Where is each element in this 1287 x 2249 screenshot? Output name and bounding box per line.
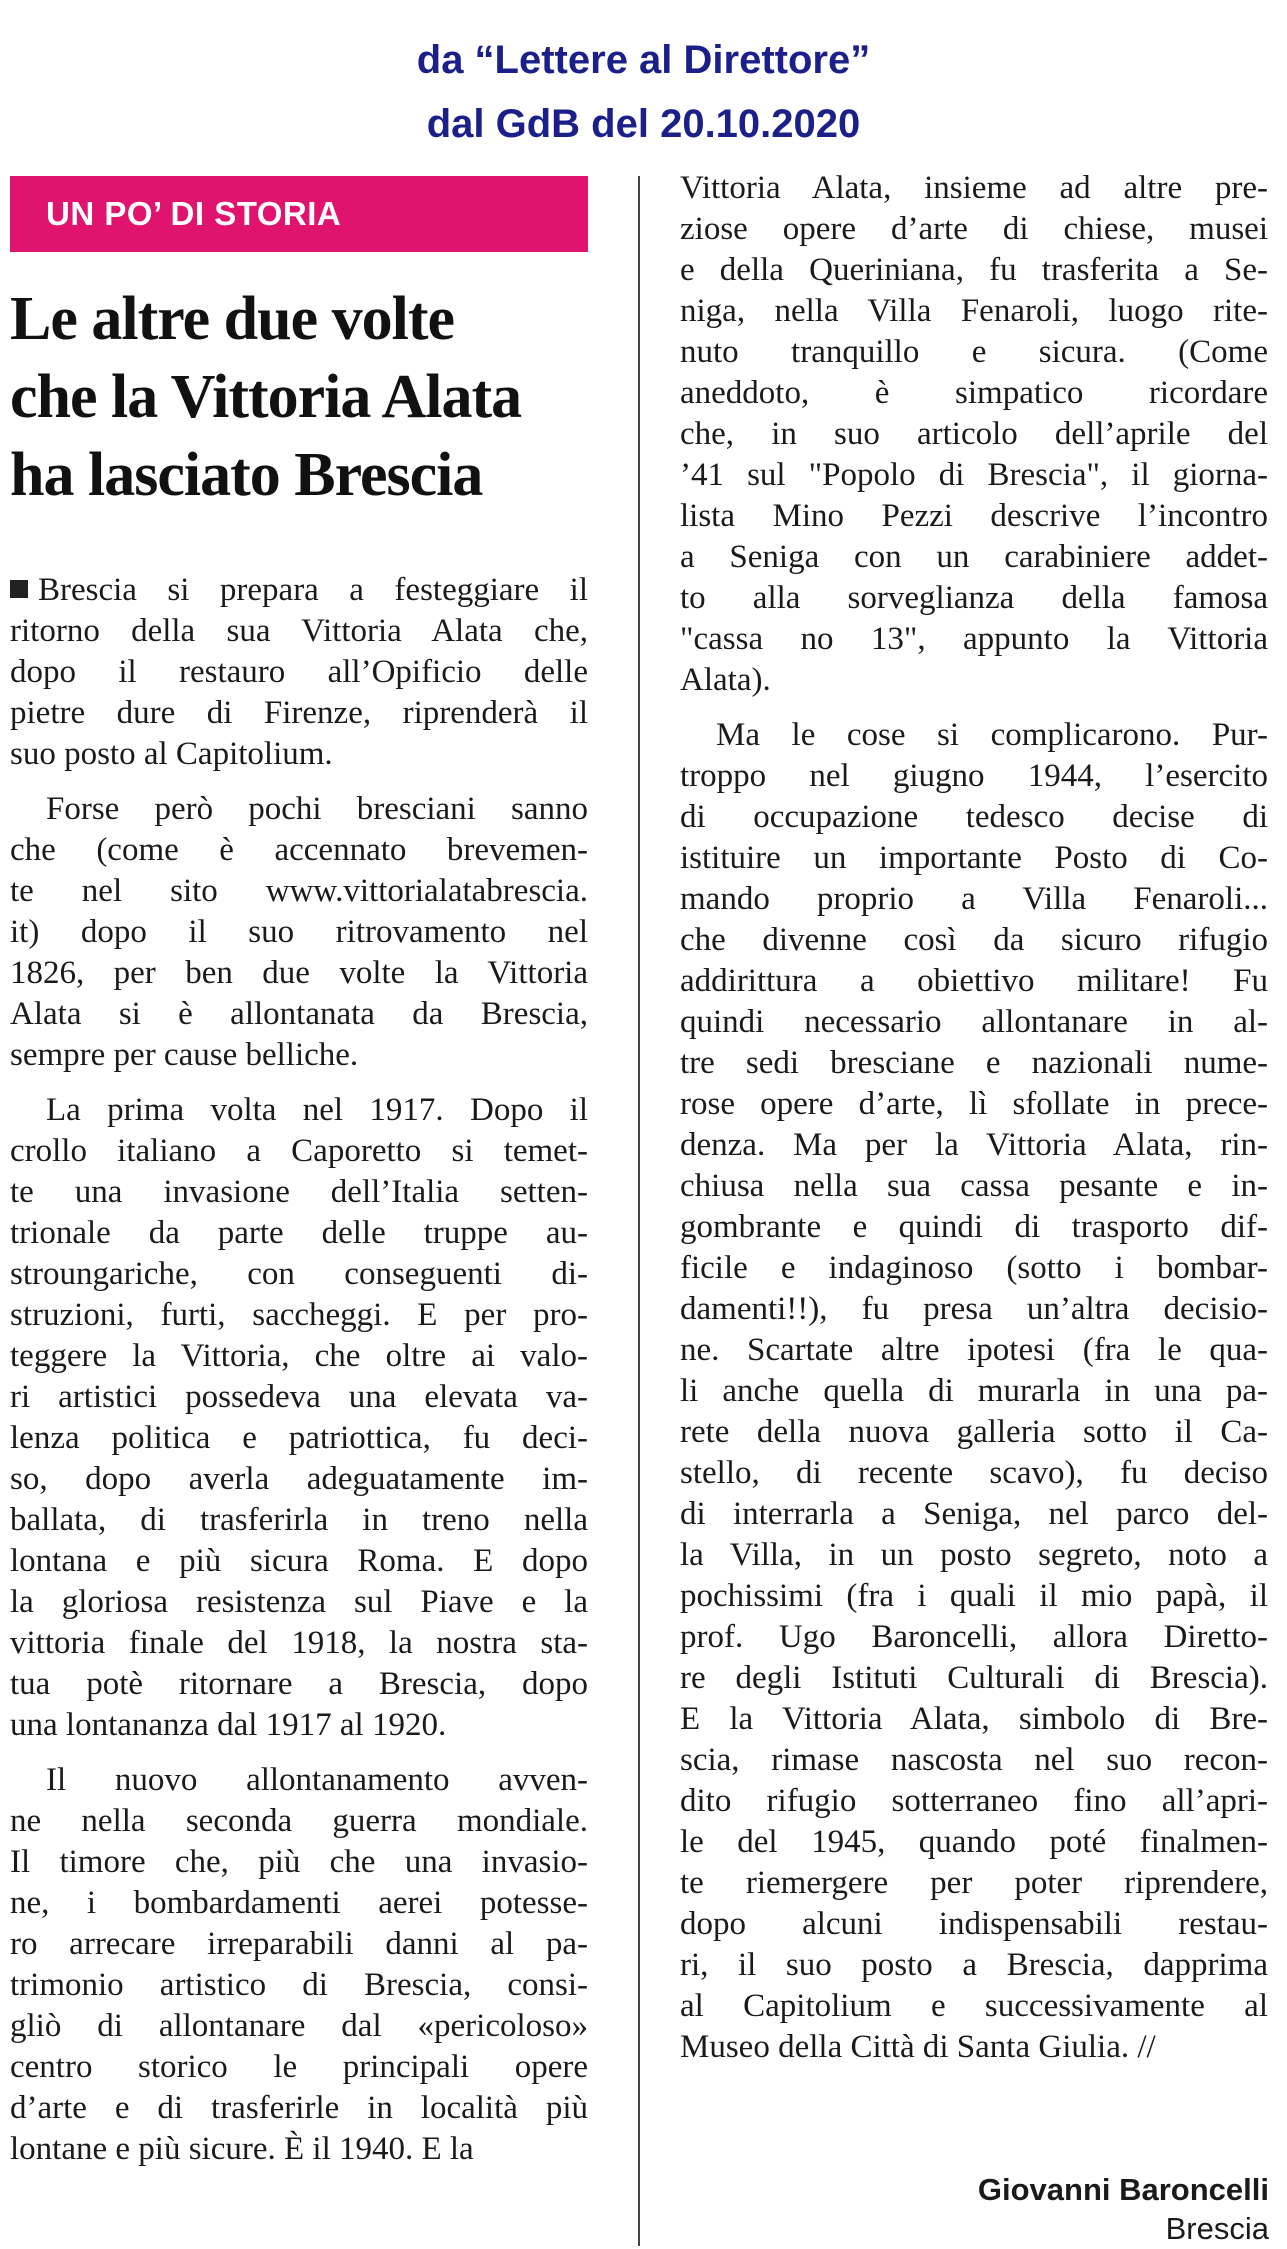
text-line: stroungariche, con conseguenti di-	[10, 1256, 588, 1292]
text-line: la gloriosa resistenza sul Piave e la	[10, 1584, 588, 1620]
text-line: E la Vittoria Alata, simbolo di Bre-	[680, 1701, 1268, 1737]
text-line: teggere la Vittoria, che oltre ai valo-	[10, 1338, 588, 1374]
text-line: dopo alcuni indispensabili restau-	[680, 1906, 1268, 1942]
text-line: "cassa no 13", appunto la Vittoria	[680, 621, 1268, 657]
text-line: lista Mino Pezzi descrive l’incontro	[680, 498, 1268, 534]
text-line: trimonio artistico di Brescia, consi-	[10, 1967, 588, 2003]
section-kicker	[10, 176, 588, 252]
text-line: che, in suo articolo dell’aprile del	[680, 416, 1268, 452]
text-line: te riemergere per poter riprendere,	[680, 1865, 1268, 1901]
headline-line: che la Vittoria Alata	[10, 363, 522, 431]
source-header	[0, 28, 1287, 156]
text-line: Museo della Città di Santa Giulia. //	[680, 2029, 1156, 2065]
column-divider	[638, 176, 640, 2246]
text-line: denza. Ma per la Vittoria Alata, rin-	[680, 1127, 1268, 1163]
text-line: nuto tranquillo e sicura. (Come	[680, 334, 1268, 370]
text-line: suo posto al Capitolium.	[10, 736, 333, 772]
text-line: Alata).	[680, 662, 771, 698]
text-line: so, dopo averla adeguatamente im-	[10, 1461, 588, 1497]
text-line: lontane e più sicure. È il 1940. E la	[10, 2131, 474, 2167]
text-line: addirittura a obiettivo militare! Fu	[680, 963, 1268, 999]
text-line: rete della nuova galleria sotto il Ca-	[680, 1414, 1268, 1450]
text-line: Il timore che, più che una invasio-	[10, 1844, 588, 1880]
paragraph-gap	[680, 701, 1268, 715]
paragraph-gap	[10, 1076, 588, 1090]
text-line: che divenne così da sicuro rifugio	[680, 922, 1268, 958]
headline-line: Le altre due volte	[10, 285, 455, 353]
source-line-2: dal GdB del 20.10.2020	[426, 102, 861, 146]
source-line-1: da “Lettere al Direttore”	[416, 38, 871, 82]
text-line: chiusa nella sua cassa pesante e in-	[680, 1168, 1268, 1204]
text-line: centro storico le principali opere	[10, 2049, 588, 2085]
text-line: aneddoto, è simpatico ricordare	[680, 375, 1268, 411]
text-line: crollo italiano a Caporetto si temet-	[10, 1133, 588, 1169]
text-line: sempre per cause belliche.	[10, 1037, 359, 1073]
text-line: Ma le cose si complicarono. Pur-	[716, 717, 1268, 753]
text-line	[10, 570, 588, 611]
text-line: te nel sito www.vittorialatabrescia.	[10, 873, 588, 909]
paragraph	[10, 1090, 588, 1746]
text-line: pochissimi (fra i quali il mio papà, il	[680, 1578, 1268, 1614]
text-line: tua potè ritornare a Brescia, dopo	[10, 1666, 588, 1702]
section-kicker-label: UN PO’ DI STORIA	[46, 195, 342, 232]
text-line: Il nuovo allontanamento avven-	[46, 1762, 588, 1798]
text-line: di occupazione tedesco decise di	[680, 799, 1268, 835]
paragraph	[680, 715, 1268, 2068]
text-line: ritorno della sua Vittoria Alata che,	[10, 613, 588, 649]
text-line: a Seniga con un carabiniere addet-	[680, 539, 1268, 575]
text-line: struzioni, furti, saccheggi. E per pro-	[10, 1297, 588, 1333]
author-place: Brescia	[1165, 2211, 1269, 2246]
text-line: ri, il suo posto a Brescia, dapprima	[680, 1947, 1268, 1983]
text-line: ziose opere d’arte di chiese, musei	[680, 211, 1268, 247]
text-line: li anche quella di murarla in una pa-	[680, 1373, 1268, 1409]
text-line: vittoria finale del 1918, la nostra sta-	[10, 1625, 588, 1661]
article-headline	[10, 280, 600, 514]
text-line: ’41 sul "Popolo di Brescia", il giorna-	[680, 457, 1268, 493]
text-line: la Villa, in un posto segreto, noto a	[680, 1537, 1268, 1573]
text-line: Alata si è allontanata da Brescia,	[10, 996, 588, 1032]
text-line: ri artistici possedeva una elevata va-	[10, 1379, 588, 1415]
author-name: Giovanni Baroncelli	[977, 2172, 1269, 2207]
paragraph	[10, 570, 588, 775]
paragraph-gap	[10, 1746, 588, 1760]
text-line: rose opere d’arte, lì sfollate in prece-	[680, 1086, 1268, 1122]
text-line: scia, rimase nascosta nel suo recon-	[680, 1742, 1268, 1778]
text-line: pietre dure di Firenze, riprenderà il	[10, 695, 588, 731]
text-line: re degli Istituti Culturali di Brescia).	[680, 1660, 1268, 1696]
text-line: e della Queriniana, fu trasferita a Se-	[680, 252, 1268, 288]
paragraph	[680, 168, 1268, 701]
text-line: ro arrecare irreparabili danni al pa-	[10, 1926, 588, 1962]
text-line: to alla sorveglianza della famosa	[680, 580, 1268, 616]
text-line: 1826, per ben due volte la Vittoria	[10, 955, 588, 991]
text-line: ficile e indaginoso (sotto i bombar-	[680, 1250, 1268, 1286]
text-line: it) dopo il suo ritrovamento nel	[10, 914, 588, 950]
text-line: La prima volta nel 1917. Dopo il	[46, 1092, 588, 1128]
text-line: ne, i bombardamenti aerei potesse-	[10, 1885, 588, 1921]
text-line: al Capitolium e successivamente al	[680, 1988, 1268, 2024]
text-line: tre sedi bresciane e nazionali nume-	[680, 1045, 1268, 1081]
text-line: te una invasione dell’Italia setten-	[10, 1174, 588, 1210]
text-line: mando proprio a Villa Fenaroli...	[680, 881, 1268, 917]
text-line: lontana e più sicura Roma. E dopo	[10, 1543, 588, 1579]
text-line: d’arte e di trasferirle in località più	[10, 2090, 588, 2126]
text-line: Vittoria Alata, insieme ad altre pre-	[680, 170, 1268, 206]
text-line: ne. Scartate altre ipotesi (fra le qua-	[680, 1332, 1268, 1368]
text-line: quindi necessario allontanare in al-	[680, 1004, 1268, 1040]
text-line: istituire un importante Posto di Co-	[680, 840, 1268, 876]
text-line: le del 1945, quando poté finalmen-	[680, 1824, 1268, 1860]
text-line: una lontananza dal 1917 al 1920.	[10, 1707, 447, 1743]
paragraph	[10, 1760, 588, 2170]
text-line: lenza politica e patriottica, fu deci-	[10, 1420, 588, 1456]
headline-line: ha lasciato Brescia	[10, 441, 483, 509]
text-line: ballata, di trasferirla in treno nella	[10, 1502, 588, 1538]
text-line: dito rifugio sotterraneo fino all’apri-	[680, 1783, 1268, 1819]
paragraph-gap	[10, 775, 588, 789]
text-line: di interrarla a Seniga, nel parco del-	[680, 1496, 1268, 1532]
text-line: Forse però pochi bresciani sanno	[46, 791, 588, 827]
text-line: prof. Ugo Baroncelli, allora Diretto-	[680, 1619, 1268, 1655]
text-line: niga, nella Villa Fenaroli, luogo rite-	[680, 293, 1268, 329]
article-column-1	[10, 570, 588, 2170]
text-line: dopo il restauro all’Opificio delle	[10, 654, 588, 690]
text-line: damenti!!), fu presa un’altra decisio-	[680, 1291, 1268, 1327]
text-line: troppo nel giugno 1944, l’esercito	[680, 758, 1268, 794]
text-line: che (come è accennato brevemen-	[10, 832, 588, 868]
text-line: trionale da parte delle truppe au-	[10, 1215, 588, 1251]
text-line: ne nella seconda guerra mondiale.	[10, 1803, 588, 1839]
paragraph	[10, 789, 588, 1076]
text-line: gliò di allontanare dal «pericoloso»	[10, 2008, 588, 2044]
text-line: stello, di recente scavo), fu deciso	[680, 1455, 1268, 1491]
text-line: gombrante e quindi di trasporto dif-	[680, 1209, 1268, 1245]
square-bullet-icon	[10, 580, 28, 598]
article-column-2	[680, 168, 1268, 2068]
text-line-content: Brescia si prepara a festeggiare il	[38, 572, 588, 608]
